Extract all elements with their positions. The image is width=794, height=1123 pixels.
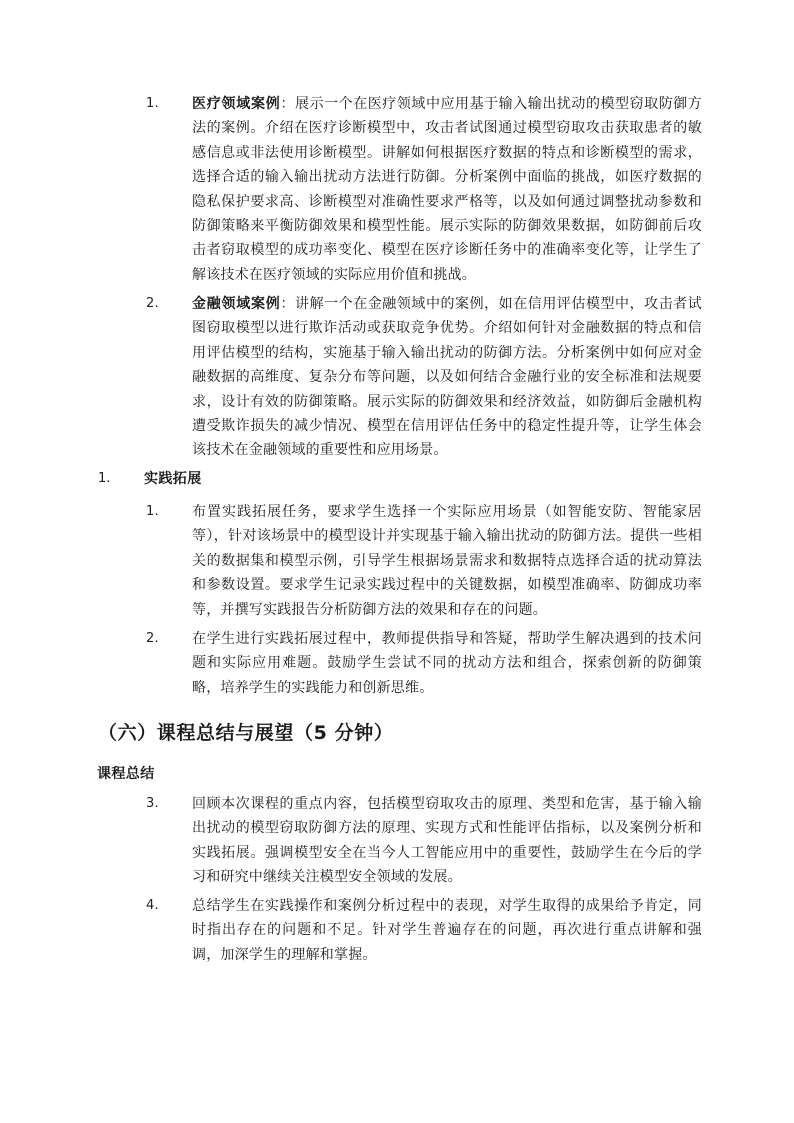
list-number: 1. [146, 504, 159, 519]
case-title-colon: ： [280, 296, 296, 312]
list-item-text: 回顾本次课程的重点内容，包括模型窃取攻击的原理、类型和危害，基于输入输出扰动的模型窃取防御方法的原理、实现方式和性能评估指标，以及案例分析和实践拓展。强调模型安全在当今人工智能应用中的重要性，鼓励学生在今后的学习和研究中继续关注模型安全领域的发展。 [192, 796, 702, 886]
list-item-text: 总结学生在实践操作和案例分析过程中的表现，对学生取得的成果给予肯定，同时指出存在的问题和不足。针对学生普遍存在的问题，再次进行重点讲解和强调，加深学生的理解和掌握。 [192, 898, 702, 963]
case-title: 医疗领域案例 [192, 96, 281, 112]
case-title: 金融领域案例 [192, 296, 281, 312]
list-item-text: 布置实践拓展任务，要求学生选择一个实际应用场景（如智能安防、智能家居等），针对该场景中的模型设计并实现基于输入输出扰动的防御方法。提供一些相关的数据集和模型示例，引导学生根据场景需求和数据特点选择合适的扰动算法和参数设置。要求学生记录实践过程中的关键数据，如模型准确率、防御成功率等，并撰写实践报告分析防御方法的效果和存在的问题。 [192, 504, 702, 618]
list-item-text [192, 92, 702, 287]
list-number: 2. [146, 296, 159, 311]
case-body: 讲解一个在金融领域中的案例，如在信用评估模型中，攻击者试图窃取模型以进行欺诈活动或获取竞争优势。介绍如何针对金融数据的特点和信用评估模型的结构，实施基于输入输出扰动的防御方法。分析案例中如何应对金融数据的高维度、复杂分布等问题，以及如何结合金融行业的安全标准和法规要求，设计有效的防御策略。展示实际的防御效果和经济效益，如防御后金融机构遭受欺诈损失的减少情况、模型在信用评估任务中的稳定性提升等，让学生体会该技术在金融领域的重要性和应用场景。 [192, 296, 702, 459]
list-number: 3. [146, 796, 159, 811]
section-title: （六）课程总结与展望（5 分钟） [98, 722, 394, 744]
list-item-summary-3 [146, 792, 702, 890]
list-item-text: 在学生进行实践拓展过程中，教师提供指导和答疑，帮助学生解决遇到的技术问题和实际应用难题。鼓励学生尝试不同的扰动方法和组合，探索创新的防御策略，培养学生的实践能力和创新思维。 [192, 631, 702, 696]
case-title-colon: ： [280, 96, 296, 112]
list-item-finance-case [146, 292, 702, 463]
case-body: 展示一个在医疗领域中应用基于输入输出扰动的模型窃取防御方法的案例。介绍在医疗诊断模型中，攻击者试图通过模型窃取攻击获取患者的敏感信息或非法使用诊断模型。讲解如何根据医疗数据的特点和诊断模型的需求，选择合适的输入输出扰动方法进行防御。分析案例中面临的挑战，如医疗数据的隐私保护要求高、诊断模型对准确性要求严格等，以及如何通过调整扰动参数和防御策略来平衡防御效果和模型性能。展示实际的防御效果数据，如防御前后攻击者窃取模型的成功率变化、模型在医疗诊断任务中的准确率变化等，让学生了解该技术在医疗领域的实际应用价值和挑战。 [192, 96, 702, 283]
list-item-medical-case [146, 92, 702, 287]
list-number: 4. [146, 898, 159, 913]
list-item-practice-1 [146, 500, 702, 622]
list-number: 1. [146, 96, 159, 111]
list-item-summary-4 [146, 894, 702, 967]
list-number: 2. [146, 631, 159, 646]
practice-heading-label: 实践拓展 [144, 471, 202, 487]
list-number: 1. [98, 471, 111, 486]
list-item-practice-2 [146, 627, 702, 700]
sub-heading: 课程总结 [97, 766, 155, 782]
list-item-text [192, 292, 702, 463]
